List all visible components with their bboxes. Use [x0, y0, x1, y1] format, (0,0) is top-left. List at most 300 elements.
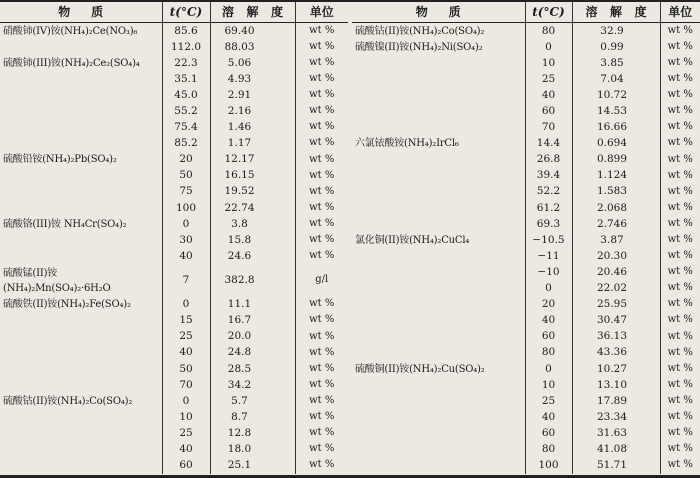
temperature-cell: 60 — [525, 425, 572, 441]
temperature-cell: −10 — [525, 264, 572, 280]
unit-cell: wt % — [660, 87, 700, 103]
substance-cell — [0, 136, 162, 152]
unit-cell: wt % — [295, 297, 348, 313]
table-row — [352, 200, 700, 216]
table-row — [0, 377, 348, 393]
substance-cell — [0, 297, 162, 313]
temperature-cell: 0 — [525, 39, 572, 55]
header-row — [352, 2, 700, 23]
unit-cell: wt % — [660, 152, 700, 168]
table-row — [0, 345, 348, 361]
temperature-cell: 80 — [525, 345, 572, 361]
solubility-cell: 3.85 — [572, 55, 660, 71]
unit-cell: wt % — [295, 425, 348, 441]
substance-cell — [0, 71, 162, 87]
unit-cell: wt % — [295, 184, 348, 200]
temperature-cell: 15 — [162, 313, 210, 329]
unit-cell: wt % — [660, 55, 700, 71]
table-row — [0, 441, 348, 457]
substance-cell — [352, 345, 525, 361]
table-row — [0, 409, 348, 425]
substance-cell — [352, 103, 525, 119]
solubility-table-left — [0, 2, 348, 474]
solubility-cell: 22.02 — [572, 281, 660, 297]
col-header-substance: 物 质 — [0, 2, 162, 23]
unit-cell: wt % — [295, 345, 348, 361]
unit-cell: wt % — [660, 345, 700, 361]
solubility-cell: 20.0 — [210, 329, 295, 345]
substance-cell — [352, 264, 525, 280]
temperature-cell: 70 — [525, 120, 572, 136]
table-row — [352, 216, 700, 232]
temperature-cell: 40 — [162, 248, 210, 264]
col-header-unit: 单位 — [660, 2, 700, 23]
substance-cell — [0, 248, 162, 264]
unit-cell: wt % — [295, 441, 348, 457]
unit-cell: wt % — [295, 136, 348, 152]
temperature-cell: 10 — [525, 55, 572, 71]
unit-cell: wt % — [295, 87, 348, 103]
solubility-cell: 12.8 — [210, 425, 295, 441]
temperature-cell: 25 — [162, 425, 210, 441]
temperature-cell: 60 — [525, 329, 572, 345]
substance-cell — [0, 168, 162, 184]
table-row — [352, 441, 700, 457]
unit-cell: wt % — [660, 200, 700, 216]
solubility-cell: 1.17 — [210, 136, 295, 152]
unit-cell: wt % — [660, 168, 700, 184]
solubility-cell: 15.8 — [210, 232, 295, 248]
table-row — [0, 168, 348, 184]
table-row — [352, 329, 700, 345]
temperature-cell: 30 — [162, 232, 210, 248]
substance-cell — [352, 71, 525, 87]
table-row — [352, 87, 700, 103]
substance-cell — [0, 393, 162, 409]
solubility-cell: 4.93 — [210, 71, 295, 87]
right-table-panel — [352, 2, 700, 475]
solubility-cell: 28.5 — [210, 361, 295, 377]
unit-cell: wt % — [660, 248, 700, 264]
temperature-cell: 0 — [162, 216, 210, 232]
substance-cell — [0, 87, 162, 103]
table-row — [352, 361, 700, 377]
table-row — [352, 184, 700, 200]
solubility-cell: 2.91 — [210, 87, 295, 103]
table-row — [352, 71, 700, 87]
unit-cell: wt % — [660, 103, 700, 119]
temperature-cell: 45.0 — [162, 87, 210, 103]
temperature-cell: 80 — [525, 23, 572, 40]
temperature-cell: 40 — [162, 441, 210, 457]
solubility-cell: 7.04 — [572, 71, 660, 87]
table-row — [352, 393, 700, 409]
solubility-cell: 11.1 — [210, 297, 295, 313]
solubility-cell: 16.66 — [572, 120, 660, 136]
table-row — [352, 297, 700, 313]
col-header-solubility: 溶 解 度 — [210, 2, 295, 23]
solubility-cell: 31.63 — [572, 425, 660, 441]
unit-cell: wt % — [295, 103, 348, 119]
temperature-cell: 26.8 — [525, 152, 572, 168]
unit-cell: wt % — [660, 216, 700, 232]
table-row — [352, 409, 700, 425]
temperature-cell: 14.4 — [525, 136, 572, 152]
solubility-cell: 5.7 — [210, 393, 295, 409]
solubility-cell: 14.53 — [572, 103, 660, 119]
substance-name: 硫酸铈(III)铵(NH₄)₂Ce₂(SO₄)₄ — [3, 57, 140, 69]
col-header-substance: 物 质 — [352, 2, 525, 23]
temperature-cell: 40 — [525, 313, 572, 329]
unit-cell: wt % — [660, 297, 700, 313]
substance-cell — [0, 39, 162, 55]
temperature-cell: 0 — [525, 361, 572, 377]
substance-cell — [0, 152, 162, 168]
table-row — [352, 136, 700, 152]
unit-cell: wt % — [660, 313, 700, 329]
unit-cell: wt % — [660, 409, 700, 425]
table-row — [0, 329, 348, 345]
solubility-cell: 23.34 — [572, 409, 660, 425]
temperature-cell: 85.6 — [162, 23, 210, 40]
solubility-cell: 51.71 — [572, 458, 660, 474]
unit-cell: wt % — [295, 393, 348, 409]
solubility-cell: 0.899 — [572, 152, 660, 168]
unit-cell: wt % — [295, 216, 348, 232]
solubility-cell: 17.89 — [572, 393, 660, 409]
temperature-cell: 20 — [525, 297, 572, 313]
solubility-cell: 20.30 — [572, 248, 660, 264]
substance-cell — [352, 441, 525, 457]
table-row — [352, 264, 700, 280]
solubility-cell: 34.2 — [210, 377, 295, 393]
unit-cell: wt % — [295, 39, 348, 55]
solubility-cell: 32.9 — [572, 23, 660, 40]
substance-cell — [352, 39, 525, 55]
table-row — [352, 458, 700, 474]
solubility-cell: 16.7 — [210, 313, 295, 329]
solubility-cell: 25.95 — [572, 297, 660, 313]
table-row — [0, 297, 348, 313]
header-row — [0, 2, 348, 23]
unit-cell: wt % — [660, 361, 700, 377]
table-row — [0, 425, 348, 441]
solubility-cell: 36.13 — [572, 329, 660, 345]
table-row — [0, 87, 348, 103]
substance-name: 硫酸钴(II)铵(NH₄)₂Co(SO₄)₂ — [355, 25, 485, 37]
temperature-cell: −10.5 — [525, 232, 572, 248]
table-row — [352, 39, 700, 55]
temperature-cell: 50 — [162, 361, 210, 377]
left-table-panel — [0, 2, 348, 475]
solubility-cell: 30.47 — [572, 313, 660, 329]
table-row — [0, 232, 348, 248]
temperature-cell: 25 — [162, 329, 210, 345]
solubility-cell: 5.06 — [210, 55, 295, 71]
table-row — [0, 184, 348, 200]
table-row — [352, 248, 700, 264]
unit-cell: wt % — [660, 184, 700, 200]
solubility-table-right — [352, 2, 700, 474]
table-row — [352, 281, 700, 297]
unit-cell: wt % — [295, 120, 348, 136]
temperature-cell: 55.2 — [162, 103, 210, 119]
temperature-cell: 112.0 — [162, 39, 210, 55]
unit-cell: wt % — [295, 409, 348, 425]
solubility-cell: 24.6 — [210, 248, 295, 264]
substance-cell — [352, 232, 525, 248]
temperature-cell: 0 — [162, 297, 210, 313]
substance-cell — [0, 55, 162, 71]
unit-cell: wt % — [660, 441, 700, 457]
solubility-cell: 1.583 — [572, 184, 660, 200]
substance-cell — [352, 87, 525, 103]
unit-cell: wt % — [295, 55, 348, 71]
solubility-cell: 12.17 — [210, 152, 295, 168]
temperature-cell: 20 — [162, 152, 210, 168]
table-row — [352, 23, 700, 40]
table-row — [352, 425, 700, 441]
table-row — [0, 55, 348, 71]
substance-cell — [352, 248, 525, 264]
substance-cell — [0, 441, 162, 457]
substance-cell — [352, 377, 525, 393]
temperature-cell: 80 — [525, 441, 572, 457]
unit-cell: wt % — [660, 377, 700, 393]
substance-name: 六氯铱酸铵(NH₄)₂IrCl₆ — [355, 138, 459, 150]
temperature-cell: 40 — [525, 409, 572, 425]
table-row — [0, 458, 348, 474]
table-row — [0, 120, 348, 136]
table-row — [352, 377, 700, 393]
substance-name: 硝酸铈(IV)铵(NH₄)₂Ce(NO₃)₆ — [3, 25, 138, 37]
unit-cell: wt % — [295, 168, 348, 184]
substance-name: 硫酸铬(III)铵 NH₄Cr(SO₄)₂ — [3, 218, 127, 230]
table-row — [352, 103, 700, 119]
substance-name: 硫酸镍(II)铵(NH₄)₂Ni(SO₄)₂ — [355, 41, 483, 53]
unit-cell: g/l — [295, 264, 348, 296]
temperature-cell: 69.3 — [525, 216, 572, 232]
substance-name: 硫酸铜(II)铵(NH₄)₂Cu(SO₄)₂ — [355, 363, 485, 375]
solubility-cell: 1.124 — [572, 168, 660, 184]
unit-cell: wt % — [660, 39, 700, 55]
col-header-temperature: t(°C) — [162, 2, 210, 23]
solubility-cell: 19.52 — [210, 184, 295, 200]
table-row — [352, 232, 700, 248]
temperature-cell: 60 — [162, 458, 210, 474]
unit-cell: wt % — [295, 248, 348, 264]
substance-cell — [352, 393, 525, 409]
solubility-cell: 2.746 — [572, 216, 660, 232]
table-row — [0, 152, 348, 168]
substance-cell — [0, 361, 162, 377]
substance-cell — [352, 313, 525, 329]
unit-cell: wt % — [295, 377, 348, 393]
temperature-cell: 75 — [162, 184, 210, 200]
unit-cell: wt % — [295, 313, 348, 329]
unit-cell: wt % — [660, 120, 700, 136]
unit-cell: wt % — [660, 232, 700, 248]
table-row — [352, 152, 700, 168]
substance-cell — [0, 23, 162, 40]
substance-cell — [0, 103, 162, 119]
temperature-cell: 22.3 — [162, 55, 210, 71]
substance-cell — [0, 120, 162, 136]
unit-cell: wt % — [295, 329, 348, 345]
temperature-cell: 100 — [525, 458, 572, 474]
solubility-cell: 3.87 — [572, 232, 660, 248]
solubility-cell: 18.0 — [210, 441, 295, 457]
unit-cell: wt % — [660, 23, 700, 40]
substance-cell — [0, 458, 162, 474]
substance-name: 硫酸钴(II)铵(NH₄)₂Co(SO₄)₂ — [3, 395, 133, 407]
table-row — [352, 168, 700, 184]
substance-cell — [352, 200, 525, 216]
solubility-cell: 25.1 — [210, 458, 295, 474]
unit-cell: wt % — [660, 71, 700, 87]
table-row — [352, 55, 700, 71]
table-row — [0, 39, 348, 55]
temperature-cell: 50 — [162, 168, 210, 184]
temperature-cell: 100 — [162, 200, 210, 216]
table-row — [0, 248, 348, 264]
substance-name: 硫酸锰(II)铵 — [3, 267, 58, 279]
temperature-cell: 70 — [162, 377, 210, 393]
unit-cell: wt % — [295, 361, 348, 377]
temperature-cell: 61.2 — [525, 200, 572, 216]
temperature-cell: 85.2 — [162, 136, 210, 152]
substance-cell — [0, 425, 162, 441]
temperature-cell: 0 — [162, 393, 210, 409]
substance-cell — [0, 264, 162, 296]
substance-cell — [0, 329, 162, 345]
substance-cell — [352, 152, 525, 168]
table-row — [352, 120, 700, 136]
table-row — [0, 264, 348, 296]
unit-cell: wt % — [295, 152, 348, 168]
solubility-cell: 41.08 — [572, 441, 660, 457]
table-row — [0, 103, 348, 119]
table-row — [0, 313, 348, 329]
table-row — [352, 313, 700, 329]
substance-cell — [352, 425, 525, 441]
temperature-cell: 40 — [162, 345, 210, 361]
table-row — [0, 393, 348, 409]
temperature-cell: 40 — [525, 87, 572, 103]
temperature-cell: 75.4 — [162, 120, 210, 136]
temperature-cell: 25 — [525, 393, 572, 409]
table-row — [0, 361, 348, 377]
temperature-cell: 10 — [162, 409, 210, 425]
temperature-cell: 7 — [162, 264, 210, 296]
table-row — [0, 23, 348, 40]
solubility-cell: 10.27 — [572, 361, 660, 377]
substance-cell — [352, 361, 525, 377]
solubility-cell: 20.46 — [572, 264, 660, 280]
table-row — [0, 216, 348, 232]
substance-cell — [352, 168, 525, 184]
solubility-cell: 88.03 — [210, 39, 295, 55]
solubility-cell: 2.068 — [572, 200, 660, 216]
substance-cell — [352, 458, 525, 474]
solubility-cell: 22.74 — [210, 200, 295, 216]
unit-cell: wt % — [660, 425, 700, 441]
substance-cell — [0, 232, 162, 248]
unit-cell: wt % — [295, 71, 348, 87]
table-row — [0, 71, 348, 87]
unit-cell: wt % — [660, 281, 700, 297]
temperature-cell: 52.2 — [525, 184, 572, 200]
solubility-cell: 0.99 — [572, 39, 660, 55]
substance-cell — [352, 55, 525, 71]
solubility-cell: 382.8 — [210, 264, 295, 296]
temperature-cell: 25 — [525, 71, 572, 87]
substance-cell — [0, 345, 162, 361]
substance-cell — [0, 409, 162, 425]
temperature-cell: 0 — [525, 281, 572, 297]
solubility-cell: 69.40 — [210, 23, 295, 40]
unit-cell: wt % — [295, 232, 348, 248]
solubility-cell: 3.8 — [210, 216, 295, 232]
temperature-cell: 10 — [525, 377, 572, 393]
substance-cell — [352, 184, 525, 200]
substance-cell — [0, 313, 162, 329]
col-header-unit: 单位 — [295, 2, 348, 23]
solubility-cell: 43.36 — [572, 345, 660, 361]
substance-cell — [352, 409, 525, 425]
unit-cell: wt % — [660, 458, 700, 474]
substance-cell — [0, 184, 162, 200]
solubility-cell: 10.72 — [572, 87, 660, 103]
substance-cell — [352, 329, 525, 345]
substance-cell — [0, 200, 162, 216]
unit-cell: wt % — [660, 329, 700, 345]
substance-cell — [0, 216, 162, 232]
temperature-cell: 39.4 — [525, 168, 572, 184]
solubility-cell: 2.16 — [210, 103, 295, 119]
substance-formula: (NH₄)₂Mn(SO₄)₂·6H₂O — [3, 282, 111, 294]
table-row — [352, 345, 700, 361]
temperature-cell: 60 — [525, 103, 572, 119]
substance-name: 硫酸铅铵(NH₄)₂Pb(SO₄)₂ — [3, 154, 117, 166]
solubility-cell: 0.694 — [572, 136, 660, 152]
col-header-temperature: t(°C) — [525, 2, 572, 23]
unit-cell: wt % — [660, 264, 700, 280]
unit-cell: wt % — [295, 458, 348, 474]
unit-cell: wt % — [295, 200, 348, 216]
temperature-cell: −11 — [525, 248, 572, 264]
col-header-solubility: 溶 解 度 — [572, 2, 660, 23]
unit-cell: wt % — [295, 23, 348, 40]
solubility-cell: 8.7 — [210, 409, 295, 425]
substance-cell — [352, 120, 525, 136]
substance-cell — [352, 216, 525, 232]
substance-cell — [352, 281, 525, 297]
unit-cell: wt % — [660, 136, 700, 152]
solubility-cell: 1.46 — [210, 120, 295, 136]
temperature-cell: 35.1 — [162, 71, 210, 87]
unit-cell: wt % — [660, 393, 700, 409]
substance-cell — [352, 23, 525, 40]
substance-cell — [0, 377, 162, 393]
substance-cell — [352, 136, 525, 152]
solubility-cell: 13.10 — [572, 377, 660, 393]
table-row — [0, 136, 348, 152]
table-row — [0, 200, 348, 216]
solubility-cell: 16.15 — [210, 168, 295, 184]
substance-name: 氯化铜(II)铵(NH₄)₂CuCl₄ — [355, 234, 470, 246]
substance-cell — [352, 297, 525, 313]
